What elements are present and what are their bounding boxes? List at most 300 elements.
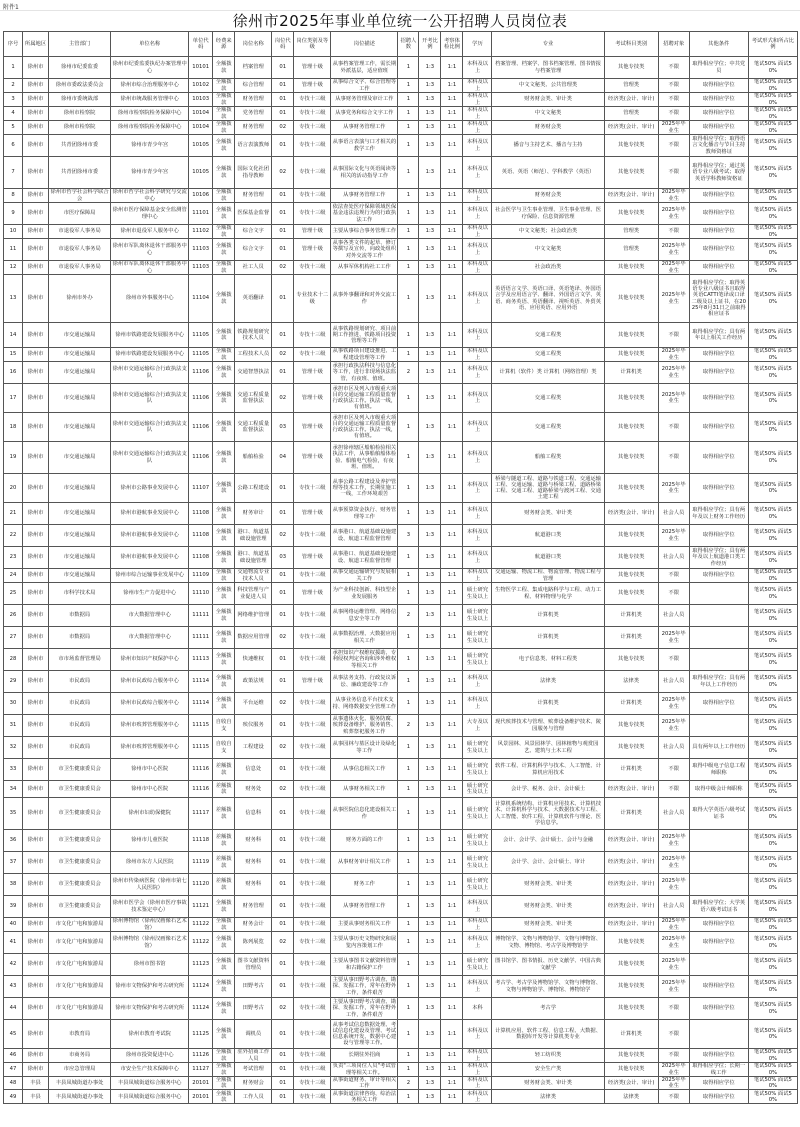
unit-code-cell: 10105 bbox=[189, 157, 213, 189]
exam-subject-cell: 其他专技类 bbox=[604, 583, 658, 605]
other-conditions-cell: 取得相应学位 bbox=[689, 932, 748, 954]
column-header: 专业 bbox=[492, 32, 604, 57]
table-row bbox=[4, 852, 798, 874]
post-name-cell: 工程建设 bbox=[235, 737, 272, 759]
table-row bbox=[4, 569, 798, 583]
other-conditions-cell: 取得相应学位；长期一线工作 bbox=[689, 1063, 748, 1077]
department-cell: 市交通运输局 bbox=[49, 442, 111, 474]
major-cell: 计算机系统结构、计算机应用技术、计算机技术、计算机科学与技术、大数据技术与工程、人工智能、软件工程、计算机软件与理论、医学信息学。 bbox=[492, 798, 604, 830]
row-number: 32 bbox=[4, 737, 23, 759]
exam-form-cell: 笔试50% 面试50% bbox=[748, 649, 797, 671]
unit-code-cell: 10103 bbox=[189, 93, 213, 107]
headcount-cell: 1 bbox=[398, 1049, 419, 1063]
headcount-cell: 1 bbox=[398, 781, 419, 798]
major-cell: 考古学 bbox=[492, 998, 604, 1020]
target-cell: 2025年毕业生 bbox=[658, 384, 689, 413]
major-cell: 中文文秘类 bbox=[492, 107, 604, 121]
region-cell: 徐州市 bbox=[23, 737, 49, 759]
post-level-cell: 管理十级 bbox=[294, 671, 331, 693]
region-cell: 徐州市 bbox=[23, 976, 49, 998]
region-cell: 徐州市 bbox=[23, 649, 49, 671]
post-level-cell: 专技十三级 bbox=[294, 715, 331, 737]
education-cell: 本科及以上 bbox=[463, 362, 492, 384]
post-code-cell: 01 bbox=[272, 874, 294, 896]
unit-code-cell: 11107 bbox=[189, 474, 213, 503]
major-cell: 计算机类 bbox=[492, 693, 604, 715]
check-ratio-cell: 1:1 bbox=[441, 874, 463, 896]
post-code-cell: 01 bbox=[272, 759, 294, 781]
region-cell: 徐州市 bbox=[23, 442, 49, 474]
region-cell: 徐州市 bbox=[23, 157, 49, 189]
check-ratio-cell: 1:1 bbox=[441, 362, 463, 384]
exam-ratio-cell: 1:3 bbox=[419, 261, 441, 275]
unit-code-cell: 10104 bbox=[189, 107, 213, 121]
post-name-cell: 综合文字 bbox=[235, 239, 272, 261]
attachment-label: 附件1 bbox=[3, 4, 19, 11]
other-conditions-cell: 取得相应学位；中共党员 bbox=[689, 57, 748, 79]
department-cell: 市文化广电和旅游局 bbox=[49, 998, 111, 1020]
exam-ratio-cell: 1:3 bbox=[419, 998, 441, 1020]
row-number: 36 bbox=[4, 830, 23, 852]
post-description-cell: 承担行政执法科技与信息化等工作，进行非现场执法监管，有夜班、值班。 bbox=[332, 363, 397, 382]
post-description-cell: 从事财务管理工作 bbox=[331, 896, 398, 918]
post-name-cell: 财务科 bbox=[235, 852, 272, 874]
post-name-cell: 工作人员 bbox=[235, 1090, 272, 1104]
post-name-cell: 财务会计 bbox=[235, 918, 272, 932]
headcount-cell: 1 bbox=[398, 323, 419, 348]
department-cell: 丰县凤城街道办事处 bbox=[49, 1077, 111, 1090]
exam-form-cell: 笔试50% 面试50% bbox=[748, 57, 797, 79]
post-level-cell: 专技十三级 bbox=[294, 896, 331, 918]
row-number: 26 bbox=[4, 605, 23, 627]
department-cell: 市应急管理局 bbox=[49, 1063, 111, 1077]
target-cell: 社会人员 bbox=[658, 896, 689, 918]
exam-ratio-cell: 1:3 bbox=[419, 203, 441, 225]
unit-code-cell: 11106 bbox=[189, 413, 213, 442]
post-name-cell: 财务审计 bbox=[235, 503, 272, 525]
exam-ratio-cell: 1:3 bbox=[419, 932, 441, 954]
post-level-cell: 专技十三级 bbox=[294, 852, 331, 874]
exam-form-cell: 笔试50% 面试50% bbox=[748, 627, 797, 649]
education-cell: 本科及以上 bbox=[463, 189, 492, 203]
funding-cell: 全额拨款 bbox=[213, 348, 235, 362]
other-conditions-cell: 取得相应学位 bbox=[689, 189, 748, 203]
check-ratio-cell: 1:1 bbox=[441, 275, 463, 323]
exam-form-cell: 笔试50% 面试50% bbox=[748, 79, 797, 93]
exam-subject-cell: 经济类(会计、审计) bbox=[604, 830, 658, 852]
post-name-cell: 信息科 bbox=[235, 798, 272, 830]
region-cell: 徐州市 bbox=[23, 715, 49, 737]
education-cell: 本科及以上 bbox=[463, 135, 492, 157]
exam-form-cell: 笔试50% 面试50% bbox=[748, 932, 797, 954]
funding-cell: 自收自支 bbox=[213, 715, 235, 737]
education-cell: 本科及以上 bbox=[463, 348, 492, 362]
check-ratio-cell: 1:1 bbox=[441, 474, 463, 503]
post-level-cell: 专技十三级 bbox=[294, 1049, 331, 1063]
major-cell: 财务财会类、审计类 bbox=[492, 874, 604, 896]
exam-ratio-cell: 1:3 bbox=[419, 189, 441, 203]
exam-ratio-cell: 1:3 bbox=[419, 715, 441, 737]
post-name-cell: 档案管理 bbox=[235, 57, 272, 79]
other-conditions-cell: 取得相应学位 bbox=[689, 203, 748, 225]
post-name-cell: 财务管理 bbox=[235, 121, 272, 135]
headcount-cell: 1 bbox=[398, 239, 419, 261]
target-cell: 2025年毕业生 bbox=[658, 1063, 689, 1077]
department-cell: 市文化广电和旅游局 bbox=[49, 932, 111, 954]
row-number: 12 bbox=[4, 261, 23, 275]
post-name-cell: 田野考古 bbox=[235, 998, 272, 1020]
post-level-cell: 专技十三级 bbox=[294, 1090, 331, 1104]
row-number: 3 bbox=[4, 93, 23, 107]
education-cell: 本科及以上 bbox=[463, 157, 492, 189]
funding-cell: 全额拨款 bbox=[213, 413, 235, 442]
exam-form-cell: 笔试50% 面试50% bbox=[748, 547, 797, 569]
department-cell: 市卫生健康委员会 bbox=[49, 781, 111, 798]
region-cell: 徐州市 bbox=[23, 852, 49, 874]
check-ratio-cell: 1:1 bbox=[441, 798, 463, 830]
target-cell: 2025年毕业生 bbox=[658, 474, 689, 503]
exam-form-cell: 笔试50% 面试50% bbox=[748, 954, 797, 976]
major-cell: 法律类 bbox=[492, 671, 604, 693]
target-cell: 2025年毕业生 bbox=[658, 918, 689, 932]
row-number: 33 bbox=[4, 759, 23, 781]
region-cell: 徐州市 bbox=[23, 671, 49, 693]
post-description-cell: 从事各类文件的起草、修订等撰写及宣传，向政处组织对外交流等工作 bbox=[332, 240, 397, 259]
other-conditions-cell bbox=[689, 649, 748, 671]
region-cell: 徐州市 bbox=[23, 323, 49, 348]
check-ratio-cell: 1:1 bbox=[441, 57, 463, 79]
department-cell: 徐州市检察院 bbox=[49, 121, 111, 135]
row-number: 34 bbox=[4, 781, 23, 798]
education-cell: 硕士研究生及以上 bbox=[463, 954, 492, 976]
post-level-cell: 管理十级 bbox=[294, 413, 331, 442]
unit-name-cell: 市大数据管理中心 bbox=[111, 627, 189, 649]
post-code-cell: 01 bbox=[272, 1049, 294, 1063]
other-conditions-cell bbox=[689, 583, 748, 605]
unit-code-cell: 11113 bbox=[189, 649, 213, 671]
post-name-cell: 驻外招商工作人员 bbox=[235, 1049, 272, 1063]
exam-ratio-cell: 1:3 bbox=[419, 649, 441, 671]
unit-code-cell: 11119 bbox=[189, 852, 213, 874]
other-conditions-cell: 取得相应学位 bbox=[689, 225, 748, 239]
target-cell: 2025年毕业生 bbox=[658, 525, 689, 547]
row-number: 49 bbox=[4, 1090, 23, 1104]
post-name-cell: 快速维权 bbox=[235, 649, 272, 671]
education-cell: 本科及以上 bbox=[463, 671, 492, 693]
major-cell: 图书馆学、图书情报、历史文献学、中国古典文献学 bbox=[492, 954, 604, 976]
headcount-cell: 2 bbox=[398, 715, 419, 737]
post-code-cell: 01 bbox=[272, 715, 294, 737]
column-header: 经费来源 bbox=[213, 32, 235, 57]
row-number: 46 bbox=[4, 1049, 23, 1063]
department-cell: 徐州市哲学社会科学联合会 bbox=[50, 189, 109, 202]
table-row bbox=[4, 627, 798, 649]
region-cell: 徐州市 bbox=[23, 93, 49, 107]
table-row bbox=[4, 759, 798, 781]
exam-form-cell: 笔试50% 面试50% bbox=[748, 781, 797, 798]
funding-cell: 差额拨款 bbox=[213, 852, 235, 874]
row-number: 15 bbox=[4, 348, 23, 362]
exam-ratio-cell: 1:3 bbox=[419, 547, 441, 569]
funding-cell: 全额拨款 bbox=[213, 918, 235, 932]
region-cell: 丰县 bbox=[23, 1077, 49, 1090]
department-cell: 市医疗保障局 bbox=[49, 203, 111, 225]
post-level-cell: 专技十三级 bbox=[294, 107, 331, 121]
education-cell: 本科及以上 bbox=[463, 1020, 492, 1049]
headcount-cell: 1 bbox=[398, 157, 419, 189]
exam-form-cell: 笔试50% 面试50% bbox=[748, 323, 797, 348]
post-level-cell: 管理十级 bbox=[294, 57, 331, 79]
exam-subject-cell: 其他专技类 bbox=[604, 998, 658, 1020]
headcount-cell: 1 bbox=[398, 413, 419, 442]
other-conditions-cell: 具有两年以上工作经历 bbox=[689, 737, 748, 759]
exam-subject-cell: 其他专技类 bbox=[604, 525, 658, 547]
post-level-cell: 管理十级 bbox=[294, 442, 331, 474]
unit-name-cell: 徐州市港航事业发展中心 bbox=[111, 525, 189, 547]
post-name-cell: 工程技术人员 bbox=[235, 348, 272, 362]
unit-name-cell: 徐州市外事服务中心 bbox=[111, 275, 189, 323]
target-cell: 不限 bbox=[658, 413, 689, 442]
unit-code-cell: 11124 bbox=[189, 976, 213, 998]
headcount-cell: 1 bbox=[398, 225, 419, 239]
education-cell: 硕士研究生及以上 bbox=[463, 759, 492, 781]
funding-cell: 全额拨款 bbox=[213, 569, 235, 583]
major-cell: 电子信息类、材料工程类 bbox=[492, 649, 604, 671]
department-cell: 市民政局 bbox=[49, 737, 111, 759]
post-name-cell: 财务处 bbox=[235, 781, 272, 798]
major-cell: 计算机类 bbox=[492, 605, 604, 627]
unit-code-cell: 10105 bbox=[189, 135, 213, 157]
other-conditions-cell bbox=[689, 830, 748, 852]
post-description-cell: 从事财务管理工作 bbox=[331, 189, 398, 203]
unit-name-cell: 徐州市妇幼保健院 bbox=[111, 798, 189, 830]
exam-form-cell: 笔试50% 面试50% bbox=[748, 671, 797, 693]
unit-code-cell: 11127 bbox=[189, 1063, 213, 1077]
headcount-cell: 1 bbox=[398, 275, 419, 323]
post-code-cell: 02 bbox=[272, 737, 294, 759]
row-number: 18 bbox=[4, 413, 23, 442]
department-cell: 市交通运输局 bbox=[49, 569, 111, 583]
exam-form-cell: 笔试50% 面试50% bbox=[748, 189, 797, 203]
row-number: 5 bbox=[4, 121, 23, 135]
other-conditions-cell: 取得相应学位；具有两年及以上财务工作经历 bbox=[689, 503, 748, 525]
major-cell: 计算机（软件）类 计算机（网络管理）类 bbox=[492, 362, 604, 384]
post-level-cell: 专技十三级 bbox=[294, 932, 331, 954]
unit-name-cell: 徐州市儿童医院 bbox=[111, 830, 189, 852]
unit-name-cell: 市大数据管理中心 bbox=[111, 605, 189, 627]
table-row bbox=[4, 413, 798, 442]
education-cell: 本科及以上 bbox=[463, 203, 492, 225]
funding-cell: 全额拨款 bbox=[213, 932, 235, 954]
exam-form-cell: 笔试50% 面试50% bbox=[748, 261, 797, 275]
post-code-cell: 01 bbox=[272, 362, 294, 384]
exam-subject-cell: 经济类(会计、审计) bbox=[604, 189, 658, 203]
department-cell: 市卫生健康委员会 bbox=[49, 896, 111, 918]
other-conditions-cell: 取得相应学位 bbox=[689, 1077, 748, 1090]
education-cell: 本科及以上 bbox=[463, 693, 492, 715]
region-cell: 徐州市 bbox=[23, 1063, 49, 1077]
table-row bbox=[4, 671, 798, 693]
target-cell: 2025年毕业生 bbox=[658, 203, 689, 225]
post-name-cell: 财务财会 bbox=[235, 1077, 272, 1090]
unit-name-cell: 徐州市医学会（徐州市医疗事故技术鉴定中心） bbox=[111, 896, 189, 918]
region-cell: 徐州市 bbox=[23, 998, 49, 1020]
exam-ratio-cell: 1:3 bbox=[419, 627, 441, 649]
exam-subject-cell: 其他专技类 bbox=[604, 1049, 658, 1063]
department-cell: 市卫生健康委员会 bbox=[49, 759, 111, 781]
post-level-cell: 管理十级 bbox=[294, 79, 331, 93]
post-code-cell: 02 bbox=[272, 781, 294, 798]
funding-cell: 全额拨款 bbox=[213, 954, 235, 976]
department-cell: 市卫生健康委员会 bbox=[49, 874, 111, 896]
region-cell: 徐州市 bbox=[23, 1049, 49, 1063]
check-ratio-cell: 1:1 bbox=[441, 79, 463, 93]
table-row bbox=[4, 1020, 798, 1049]
exam-form-cell: 笔试50% 面试50% bbox=[748, 896, 797, 918]
funding-cell: 全额拨款 bbox=[213, 157, 235, 189]
region-cell: 徐州市 bbox=[23, 203, 49, 225]
check-ratio-cell: 1:1 bbox=[441, 348, 463, 362]
department-cell: 市交通运输局 bbox=[49, 323, 111, 348]
other-conditions-cell bbox=[689, 627, 748, 649]
exam-ratio-cell: 1:3 bbox=[419, 976, 441, 998]
post-level-cell: 管理十级 bbox=[294, 503, 331, 525]
column-header: 招聘人数 bbox=[398, 32, 419, 57]
exam-ratio-cell: 1:3 bbox=[419, 852, 441, 874]
unit-name-cell: 徐州市青少年宫 bbox=[111, 157, 189, 189]
unit-name-cell: 徐州市综合治理服务中心 bbox=[111, 79, 189, 93]
post-name-cell: 船舶检验 bbox=[235, 442, 272, 474]
region-cell: 徐州市 bbox=[23, 874, 49, 896]
post-level-cell: 专技十三级 bbox=[294, 1063, 331, 1077]
table-row bbox=[4, 693, 798, 715]
post-description-cell: 从事财务管理工作 bbox=[331, 121, 398, 135]
table-row bbox=[4, 107, 798, 121]
exam-form-cell: 笔试50% 面试50% bbox=[748, 474, 797, 503]
post-level-cell: 专技十三级 bbox=[294, 737, 331, 759]
post-description-cell: 从事语言表演与口才相关的教学工作 bbox=[331, 135, 398, 157]
education-cell: 硕士研究生及以上 bbox=[463, 830, 492, 852]
recruitment-table bbox=[3, 31, 798, 1104]
exam-subject-cell: 其他专技类 bbox=[604, 547, 658, 569]
major-cell: 社会政治类 bbox=[492, 261, 604, 275]
other-conditions-cell: 取得相应学位；取得语言文化播音与节目主持教师资格证 bbox=[689, 135, 748, 157]
post-code-cell: 01 bbox=[272, 671, 294, 693]
post-description-cell: 从事街道法律咨询、综治法务相关工作 bbox=[332, 1090, 397, 1103]
unit-code-cell: 11111 bbox=[189, 627, 213, 649]
row-number: 35 bbox=[4, 798, 23, 830]
column-header: 所属地区 bbox=[23, 32, 49, 57]
department-cell: 市卫生健康委员会 bbox=[49, 852, 111, 874]
unit-name-cell: 徐州市东方人民医院 bbox=[111, 852, 189, 874]
major-cell: 财务财会类 bbox=[492, 189, 604, 203]
exam-form-cell: 笔试50% 面试50% bbox=[748, 239, 797, 261]
education-cell: 本科及以上 bbox=[463, 1063, 492, 1077]
post-level-cell: 专业技术十二级 bbox=[294, 275, 331, 323]
unit-name-cell: 徐州市港航事业发展中心 bbox=[111, 503, 189, 525]
post-code-cell: 01 bbox=[272, 976, 294, 998]
region-cell: 徐州市 bbox=[23, 189, 49, 203]
check-ratio-cell: 1:1 bbox=[441, 605, 463, 627]
unit-code-cell: 11101 bbox=[189, 203, 213, 225]
education-cell: 本科及以上 bbox=[463, 79, 492, 93]
table-row bbox=[4, 525, 798, 547]
region-cell: 徐州市 bbox=[23, 569, 49, 583]
exam-subject-cell: 其他专技类 bbox=[604, 954, 658, 976]
check-ratio-cell: 1:1 bbox=[441, 759, 463, 781]
post-code-cell: 01 bbox=[272, 189, 294, 203]
region-cell: 徐州市 bbox=[23, 57, 49, 79]
target-cell: 不限 bbox=[658, 93, 689, 107]
funding-cell: 全额拨款 bbox=[213, 384, 235, 413]
region-cell: 徐州市 bbox=[23, 362, 49, 384]
unit-code-cell: 11111 bbox=[189, 605, 213, 627]
exam-form-cell: 笔试50% 面试50% bbox=[748, 874, 797, 896]
education-cell: 硕士研究生及以上 bbox=[463, 798, 492, 830]
education-cell: 本科及以上 bbox=[463, 503, 492, 525]
other-conditions-cell bbox=[689, 1020, 748, 1049]
table-row bbox=[4, 605, 798, 627]
post-code-cell: 02 bbox=[272, 121, 294, 135]
education-cell: 本科及以上 bbox=[463, 1049, 492, 1063]
headcount-cell: 1 bbox=[398, 348, 419, 362]
table-row bbox=[4, 918, 798, 932]
table-row bbox=[4, 998, 798, 1020]
education-cell: 硕士研究生及以上 bbox=[463, 583, 492, 605]
target-cell: 2025年毕业生 bbox=[658, 954, 689, 976]
unit-code-cell: 11106 bbox=[189, 442, 213, 474]
exam-form-cell: 笔试50% 面试50% bbox=[748, 798, 797, 830]
headcount-cell: 1 bbox=[398, 583, 419, 605]
exam-subject-cell: 其他专技类 bbox=[604, 323, 658, 348]
exam-ratio-cell: 1:3 bbox=[419, 348, 441, 362]
major-cell: 财务财会类、审计类 bbox=[492, 1077, 604, 1090]
exam-subject-cell: 经济类(会计、审计) bbox=[604, 874, 658, 896]
column-header: 开考比例 bbox=[419, 32, 441, 57]
table-row bbox=[4, 954, 798, 976]
post-name-cell: 公路工程建设 bbox=[235, 474, 272, 503]
post-description-cell: 主要从事图书文献资料管理和古籍保护工作 bbox=[331, 954, 398, 976]
funding-cell: 全额拨款 bbox=[213, 362, 235, 384]
exam-subject-cell: 其他专技类 bbox=[604, 1063, 658, 1077]
headcount-cell: 1 bbox=[398, 671, 419, 693]
row-number: 30 bbox=[4, 693, 23, 715]
education-cell: 本科及以上 bbox=[463, 261, 492, 275]
exam-form-cell: 笔试50% 面试50% bbox=[748, 348, 797, 362]
unit-name-cell: 徐州市知识产权保护中心 bbox=[111, 649, 189, 671]
post-level-cell: 专技十三级 bbox=[294, 759, 331, 781]
exam-ratio-cell: 1:3 bbox=[419, 135, 441, 157]
table-row bbox=[4, 225, 798, 239]
post-description-cell: 从事街道财务、审计等相关工作 bbox=[332, 1077, 397, 1090]
unit-name-cell: 徐州市殡葬管理服务中心 bbox=[111, 715, 189, 737]
post-level-cell: 管理十级 bbox=[294, 362, 331, 384]
department-cell: 共青团徐州市委 bbox=[49, 135, 111, 157]
region-cell: 徐州市 bbox=[23, 275, 49, 323]
post-description-cell: 主要从事综合事务管理工作 bbox=[331, 225, 398, 239]
headcount-cell: 1 bbox=[398, 649, 419, 671]
exam-ratio-cell: 1:3 bbox=[419, 503, 441, 525]
unit-name-cell: 徐州市生产力促进中心 bbox=[111, 583, 189, 605]
row-number: 7 bbox=[4, 157, 23, 189]
education-cell: 本科及以上 bbox=[463, 107, 492, 121]
table-row bbox=[4, 442, 798, 474]
exam-form-cell: 笔试50% 面试50% bbox=[748, 225, 797, 239]
post-description-cell: 主要从事田野考古调查、勘探、发掘工作，常年在野外工作，条件艰苦 bbox=[332, 977, 397, 996]
check-ratio-cell: 1:1 bbox=[441, 1090, 463, 1104]
exam-subject-cell: 其他专技类 bbox=[604, 261, 658, 275]
table-row bbox=[4, 1077, 798, 1090]
